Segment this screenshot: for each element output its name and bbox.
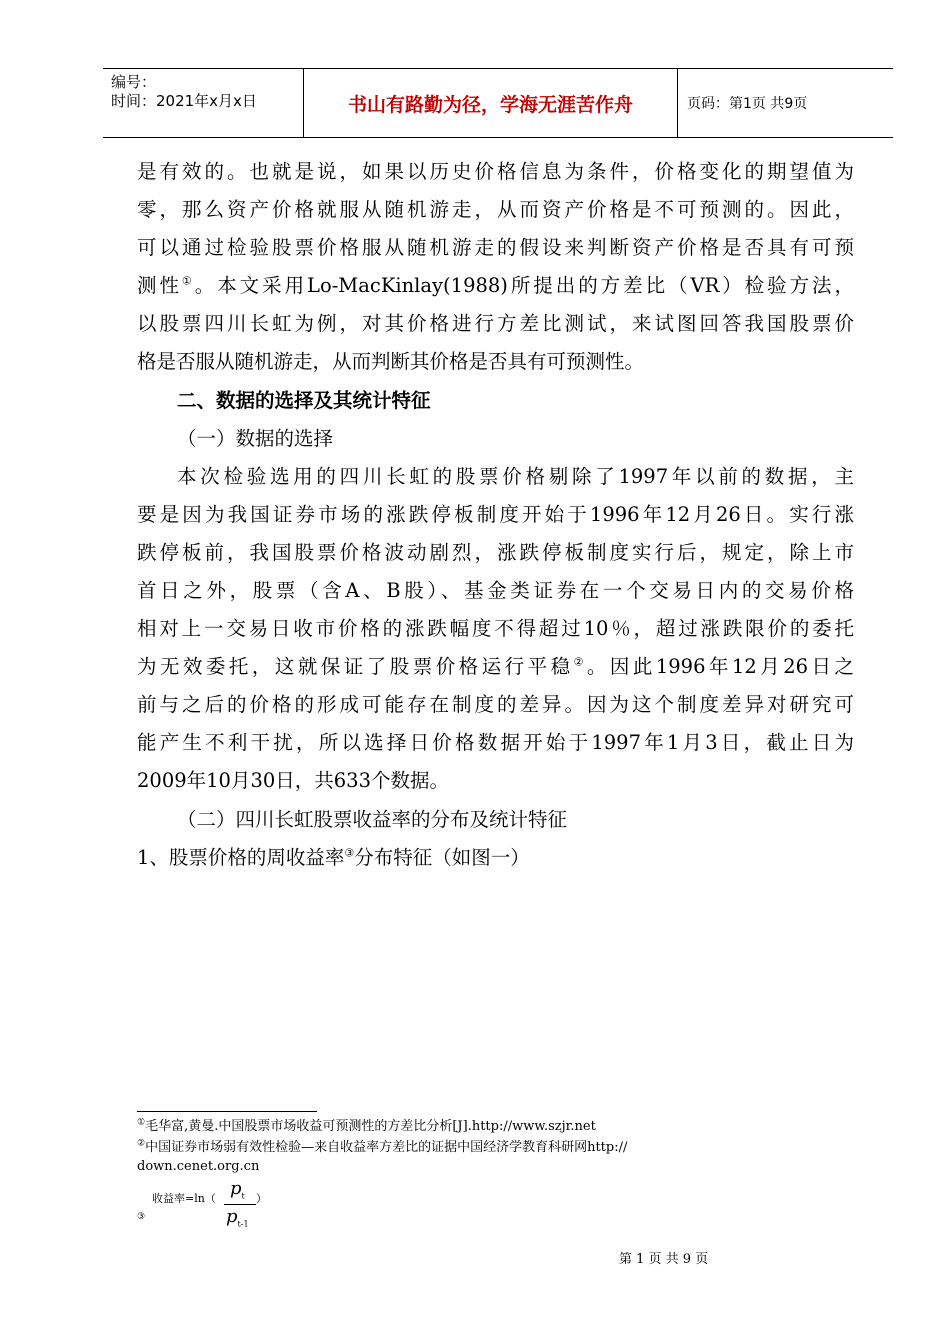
text-segment: 。因此1996年12月26日之: [586, 655, 854, 678]
footnote-2: [137, 1140, 627, 1156]
formula-numerator: $p_t$: [230, 1178, 245, 1201]
list-item: [137, 846, 530, 870]
text-line: 前与之后的价格的形成可能存在制度的差异。因为这个制度差异对研究可: [137, 693, 854, 716]
page-header: [103, 68, 893, 138]
text-line: 跌停板前，我国股票价格波动剧烈，涨跌停板制度实行后，规定，除上市: [137, 541, 854, 564]
footnote-ref: ①: [181, 274, 195, 288]
footnote-mark: ②: [137, 1138, 146, 1149]
text-line: 格是否服从随机游走，从而判断其价格是否具有可预测性。: [137, 350, 645, 373]
text-line: 以股票四川长虹为例，对其价格进行方差比测试，来试图回答我国股票价: [137, 312, 854, 335]
footnote-text: 中国证券市场弱有效性检验—来自收益率方差比的证据中国经济学教育科研网http://: [145, 1140, 628, 1155]
footnote-text: 毛华富,黄曼.中国股票市场收益可预测性的方差比分析[J].http://www.szjr.net: [145, 1119, 596, 1134]
page-footer: 第 1 页 共 9 页: [619, 1252, 709, 1267]
formula-label: 收益率=ln（: [152, 1192, 216, 1205]
text-segment: 。本文采用Lo-MacKinlay(1988)所提出的方差比（VR）检验方法，: [194, 274, 854, 297]
text-segment: 1、股票价格的周收益率: [137, 846, 345, 869]
footnote-separator: [137, 1111, 317, 1112]
section-heading: 二、数据的选择及其统计特征: [177, 389, 431, 412]
text-line: 能产生不利干扰，所以选择日价格数据开始于1997年1月3日，截止日为: [137, 731, 854, 754]
footnote-ref: ③: [344, 846, 355, 860]
text-line: 要是因为我国证券市场的涨跌停板制度开始于1996年12月26日。实行涨: [137, 503, 854, 526]
formula-denominator: $p_{t-1}$: [226, 1206, 249, 1229]
time-label: 时间：2021年x月x日: [111, 92, 257, 110]
header-divider: [677, 69, 678, 137]
text-line: 相对上一交易日收市价格的涨跌幅度不得超过10％，超过涨跌限价的委托: [137, 617, 854, 640]
text-segment: 分布特征（如图一）: [354, 846, 530, 869]
formula: [152, 1178, 282, 1234]
text-line: 可以通过检验股票价格服从随机游走的假设来判断资产价格是否具有可预: [137, 236, 854, 259]
text-line: 2009年10月30日，共633个数据。: [137, 769, 449, 792]
footnote-2-continued: down.cenet.org.cn: [137, 1159, 260, 1174]
page-code: 页码：第1页 共9页: [687, 96, 808, 112]
text-line: 首日之外，股票（含A、B股）、基金类证券在一个交易日内的交易价格: [137, 579, 854, 602]
formula-close: ）: [256, 1192, 267, 1205]
header-motto: 书山有路勤为径，学海无涯苦作舟: [347, 93, 633, 116]
header-meta: [111, 73, 257, 111]
text-line: 本次检验选用的四川长虹的股票价格剔除了1997年以前的数据，主: [177, 465, 854, 488]
fraction-bar: [224, 1204, 256, 1205]
subsection-heading: （一）数据的选择: [177, 427, 334, 450]
number-label: 编号：: [111, 73, 157, 91]
footnote-1: [137, 1119, 596, 1135]
text-line: 是有效的。也就是说，如果以历史价格信息为条件，价格变化的期望值为: [137, 160, 854, 183]
footnote-ref: ②: [573, 655, 587, 669]
subsection-heading: （二）四川长虹股票收益率的分布及统计特征: [177, 808, 568, 831]
text-line: [137, 274, 854, 298]
text-line: [137, 655, 854, 679]
text-segment: 为无效委托，这就保证了股票价格运行平稳: [137, 655, 574, 678]
footnote-mark: ③: [137, 1212, 146, 1222]
text-segment: 测性: [137, 274, 182, 297]
text-line: 零，那么资产价格就服从随机游走，从而资产价格是不可预测的。因此，: [137, 198, 854, 221]
footnote-mark: ①: [137, 1117, 146, 1128]
